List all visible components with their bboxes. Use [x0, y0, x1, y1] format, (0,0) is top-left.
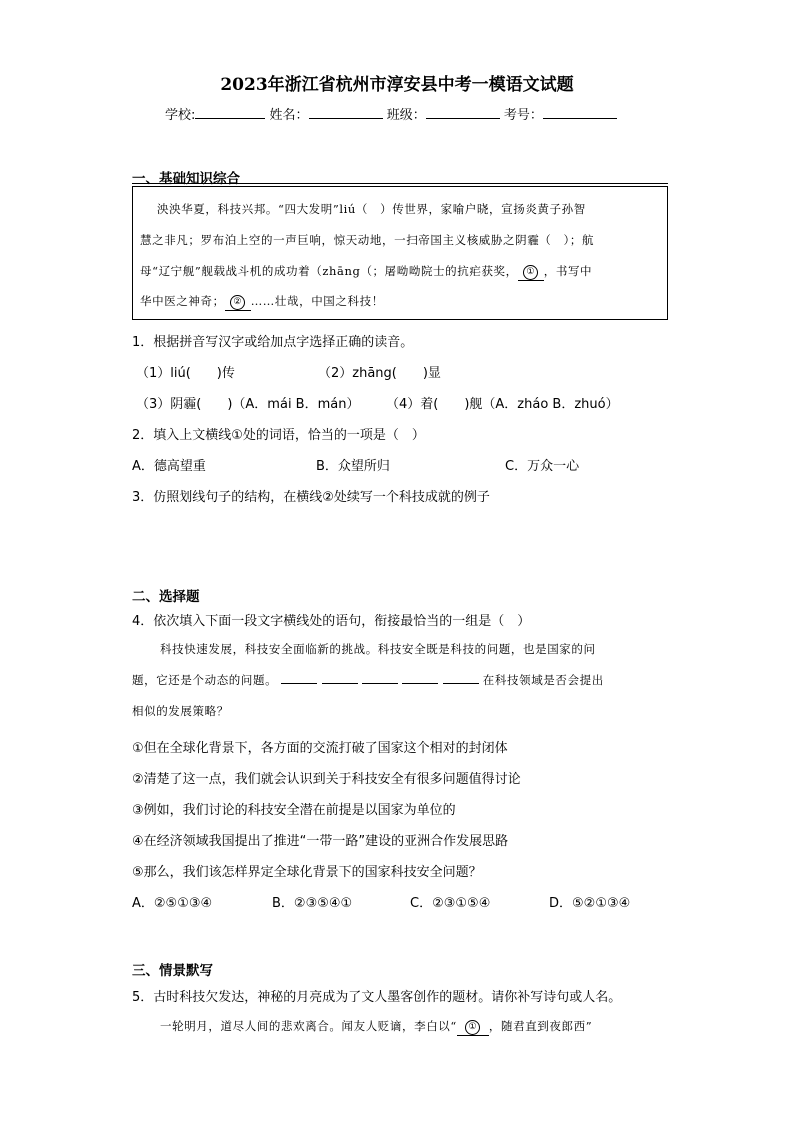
q1-item: （3）阴霾( )（A．mái B．mán） — [136, 397, 360, 412]
school-blank[interactable] — [195, 106, 265, 119]
passage-text: 题，它还是个动态的问题。 — [132, 673, 278, 687]
question-5: 5．古时科技欠发达，神秘的月亮成为了文人墨客创作的题材。请你补写诗句或人名。 — [132, 990, 622, 1005]
option-b[interactable]: B．②③⑤④① — [272, 896, 353, 911]
option-d[interactable]: D．⑤②①③④ — [549, 896, 631, 911]
section-divider — [132, 183, 668, 184]
q1-item: （1）liú( )传 — [136, 366, 235, 381]
option-c[interactable]: C．万众一心 — [505, 459, 580, 474]
passage-line — [140, 263, 592, 281]
option-b[interactable]: B．众望所归 — [316, 459, 390, 474]
passage-line — [140, 293, 384, 311]
blank-number: ① — [523, 265, 538, 280]
passage-line: 泱泱华夏，科技兴邦。“四大发明”liú（ ）传世界，家喻户晓，宣扬炎黄子孙智 — [157, 202, 586, 216]
statement-4: ④在经济领域我国提出了推进“一带一路”建设的亚洲合作发展思路 — [132, 834, 509, 849]
statement-1: ①但在全球化背景下，各方面的交流打破了国家这个相对的封闭体 — [132, 741, 508, 756]
passage-line: 相似的发展策略？ — [132, 704, 229, 718]
q1-item: （2）zhāng( )显 — [318, 366, 441, 381]
passage-line: 慧之非凡；罗布泊上空的一声巨响，惊天动地，一扫帝国主义核威胁之阴霾（ ）；航 — [140, 233, 595, 247]
passage-line — [132, 672, 604, 688]
passage-text: ，书写中 — [543, 264, 593, 278]
passage-line — [160, 1018, 592, 1036]
option-a[interactable]: A．德高望重 — [132, 459, 206, 474]
answer-blank[interactable] — [402, 683, 438, 684]
exam-no-blank[interactable] — [543, 106, 617, 119]
passage-text: 母“辽宁舰”舰载战斗机的成功着（zhāng（；屠呦呦院士的抗疟获奖， — [140, 264, 518, 278]
passage-text: 一轮明月，道尽人间的悲欢离合。闻友人贬谪，李白以“ — [160, 1019, 457, 1033]
blank-2[interactable] — [225, 294, 251, 311]
class-label: 班级： — [386, 108, 426, 123]
answer-blank[interactable] — [443, 683, 479, 684]
name-blank[interactable] — [309, 106, 383, 119]
passage-text: ，随君直到夜郎西” — [488, 1019, 593, 1033]
class-blank[interactable] — [426, 106, 500, 119]
student-info-line — [165, 104, 617, 123]
answer-blank[interactable] — [362, 683, 398, 684]
statement-3: ③例如，我们讨论的科技安全潜在前提是以国家为单位的 — [132, 803, 456, 818]
option-c[interactable]: C．②③①⑤④ — [410, 896, 491, 911]
answer-blank[interactable] — [322, 683, 358, 684]
question-2: 2．填入上文横线①处的词语，恰当的一项是（ ） — [132, 428, 425, 443]
option-a[interactable]: A．②⑤①③④ — [132, 896, 213, 911]
blank-1[interactable] — [457, 1019, 489, 1036]
school-label: 学校: — [165, 108, 196, 123]
passage-text: 在科技领域是否会提出 — [482, 673, 604, 687]
question-3: 3．仿照划线句子的结构，在横线②处续写一个科技成就的例子 — [132, 490, 490, 505]
question-1: 1．根据拼音写汉字或给加点字选择正确的读音。 — [132, 335, 414, 350]
question-4: 4．依次填入下面一段文字横线处的语句，衔接最恰当的一组是（ ） — [132, 614, 531, 629]
name-label: 姓名： — [269, 108, 309, 123]
q1-item: （4）着( )舰（A．zháo B．zhuó） — [386, 397, 619, 412]
blank-1[interactable] — [518, 264, 544, 281]
answer-blank[interactable] — [281, 683, 317, 684]
passage-text: ……壮哉，中国之科技！ — [250, 294, 384, 308]
passage-text: 华中医之神奇； — [140, 294, 225, 308]
statement-2: ②清楚了这一点，我们就会认识到关于科技安全有很多问题值得讨论 — [132, 772, 521, 787]
blank-number: ① — [465, 1020, 480, 1035]
section-heading-2: 二、选择题 — [132, 589, 200, 605]
section-heading-3: 三、情景默写 — [132, 963, 213, 979]
statement-5: ⑤那么，我们该怎样界定全球化背景下的国家科技安全问题？ — [132, 865, 482, 880]
blank-number: ② — [230, 295, 245, 310]
section-heading-1: 一、基础知识综合 — [132, 171, 240, 187]
passage-line: 科技快速发展，科技安全面临新的挑战。科技安全既是科技的问题，也是国家的问 — [160, 642, 596, 656]
exam-no-label: 考号： — [503, 108, 543, 123]
page-title: 2023年浙江省杭州市淳安县中考一模语文试题 — [220, 75, 574, 95]
